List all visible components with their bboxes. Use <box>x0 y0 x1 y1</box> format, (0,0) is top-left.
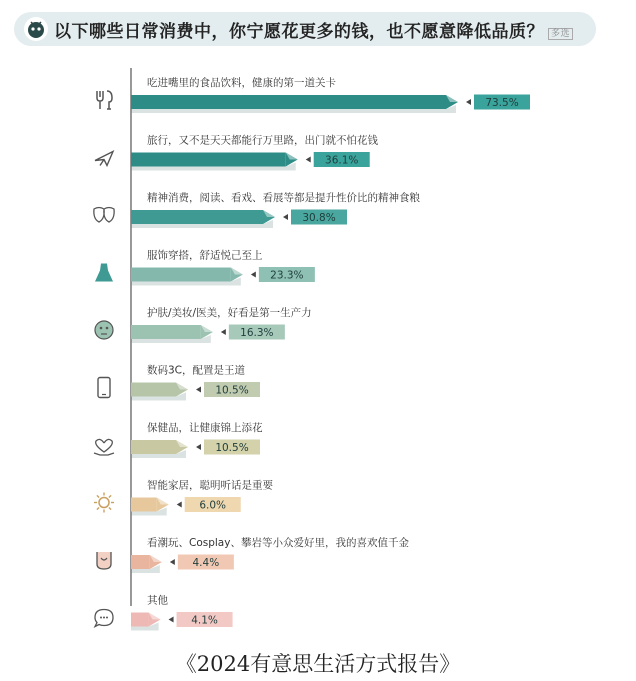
category-label: 看潮玩、Cosplay、攀岩等小众爱好里，我的喜欢值千金 <box>147 537 409 549</box>
theater-mask-icon <box>94 208 114 223</box>
bar <box>131 268 231 282</box>
bar <box>131 325 201 339</box>
category-label: 旅行，又不是天天都能行万里路，出门就不怕花钱 <box>147 134 378 147</box>
value-pointer <box>251 272 256 278</box>
value-pointer <box>283 214 288 220</box>
category-label: 吃进嘴里的食品饮料，健康的第一道关卡 <box>147 77 336 89</box>
face-mask-icon <box>95 321 113 339</box>
value-pointer <box>306 157 311 163</box>
value-label: 73.5% <box>485 97 519 109</box>
bar <box>131 498 157 512</box>
question-label: 以下哪些日常消费中，你宁愿花更多的钱，也不愿意降低品质？ <box>54 22 544 42</box>
plane-icon <box>95 152 113 166</box>
bar <box>131 95 446 109</box>
multi-select-tag: 多选 <box>548 28 573 40</box>
category-label: 数码3C，配置是王道 <box>147 364 246 377</box>
value-label: 4.4% <box>192 557 220 569</box>
value-pointer <box>196 387 201 393</box>
category-label: 护肤/美妆/医美，好看是第一生产力 <box>147 307 312 319</box>
bar <box>131 153 286 167</box>
category-label: 其他 <box>147 594 168 607</box>
value-pointer <box>170 559 175 565</box>
value-pointer <box>177 502 182 508</box>
category-label: 精神消费，阅读、看戏、看展等都是提升性价比的精神食粮 <box>147 192 420 204</box>
bar <box>131 613 149 627</box>
value-pointer <box>221 329 226 335</box>
bar <box>131 383 176 397</box>
value-pointer <box>196 444 201 450</box>
dining-icon <box>97 91 112 109</box>
heart-hand-icon <box>94 439 114 455</box>
smart-bulb-icon <box>94 493 114 513</box>
value-label: 16.3% <box>240 327 274 339</box>
bar <box>131 210 263 224</box>
value-label: 23.3% <box>270 269 304 282</box>
report-source: 《2024有意思生活方式报告》 <box>175 652 461 676</box>
value-label: 10.5% <box>215 442 249 454</box>
value-label: 6.0% <box>199 499 227 512</box>
bar <box>131 440 176 454</box>
phone-icon <box>98 378 110 398</box>
hobby-icon <box>97 552 111 569</box>
value-label: 36.1% <box>325 154 359 167</box>
category-label: 保健品，让健康锦上添花 <box>147 422 263 434</box>
bar <box>131 555 150 569</box>
value-label: 4.1% <box>191 614 218 627</box>
value-pointer <box>169 617 174 623</box>
dress-icon <box>95 264 113 282</box>
value-label: 30.8% <box>302 212 336 224</box>
value-pointer <box>466 99 471 105</box>
chat-bubble-icon <box>95 610 113 627</box>
category-label: 服饰穿搭，舒适悦己至上 <box>147 249 263 262</box>
value-label: 10.5% <box>215 384 249 397</box>
category-label: 智能家居，聪明听话是重要 <box>147 479 273 492</box>
